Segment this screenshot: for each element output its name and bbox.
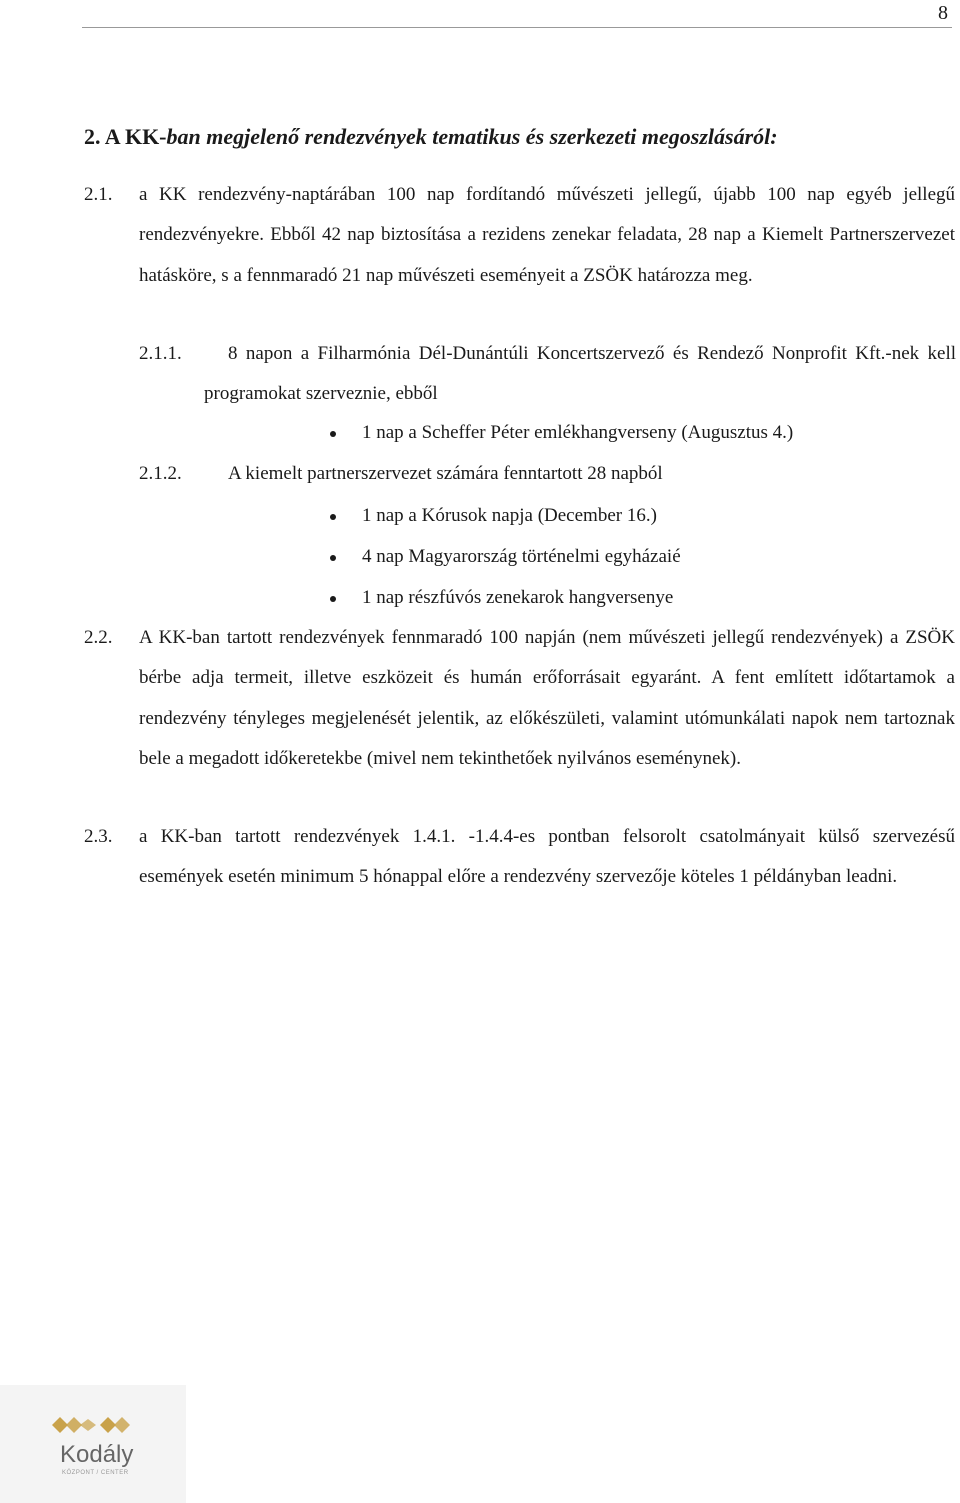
kodaly-logo-mark-icon — [52, 1414, 136, 1436]
list-item-text: 1 nap részfúvós zenekarok hangversenye — [362, 587, 674, 608]
list-item-text: 4 nap Magyarország történelmi egyházaié — [362, 546, 681, 567]
list-item-text: 1 nap a Kórusok napja (December 16.) — [362, 505, 657, 526]
section-2-3-text: a KK-ban tartott rendezvények 1.4.1. -1.4.4-es pontban felsorolt csatolmányait külső szervezésű események esetén minimum 5 hónappal előre a rendezvény szervezője köteles 1 példányban leadni. — [139, 826, 955, 888]
section-2-1-1-text: 8 napon a Filharmónia Dél-Dunántúli Koncertszervező és Rendező Nonprofit Kft.-nek kell programokat szerveznie, ebből — [204, 343, 956, 405]
section-2-1-2-text: A kiemelt partnerszervezet számára fenntartott 28 napból — [228, 463, 663, 484]
bullet-icon — [330, 596, 336, 602]
header-rule — [82, 27, 952, 28]
section-heading-title: ban megjelenő rendezvények tematikus és szerkezeti megoszlásáról: — [166, 124, 778, 149]
bullet-icon — [330, 514, 336, 520]
list-item-text: 1 nap a Scheffer Péter emlékhangverseny (Augusztus 4.) — [362, 422, 794, 443]
bullet-icon — [330, 555, 336, 561]
bullet-icon — [330, 431, 336, 437]
section-number-2-1: 2.1. — [84, 184, 113, 205]
section-number-2-3: 2.3. — [84, 826, 113, 847]
logo-subtext: KÖZPONT / CENTER — [62, 1470, 129, 1476]
section-2-2-text: A KK-ban tartott rendezvények fennmaradó 100 napján (nem művészeti jellegű rendezvények) a ZSÖK bérbe adja termeit, illetve eszközeit és humán erőforrásait egyaránt. A fent említett időtartamok a rendezvény tényleges megjelenését jelentik, az előkészületi, valamint utómunkálati napok nem tartoznak bele a megadott időkeretekbe (mivel nem tekinthetőek nyilvános eseménynek). — [139, 627, 955, 769]
section-number-2-1-2: 2.1.2. — [139, 463, 182, 484]
section-number-2-2: 2.2. — [84, 627, 113, 648]
logo-text: Kodály — [60, 1441, 134, 1468]
section-heading-prefix: 2. A KK- — [84, 124, 167, 149]
section-number-2-1-1: 2.1.1. — [139, 343, 182, 364]
section-2-1-text: a KK rendezvény-naptárában 100 nap fordítandó művészeti jellegű, újabb 100 nap egyéb jellegű rendezvényekre. Ebből 42 nap biztosítása a rezidens zenekar feladata, 28 nap a Kiemelt Partnerszervezet hatásköre, s a fennmaradó 21 nap művészeti eseményeit a ZSÖK határozza meg. — [139, 184, 955, 286]
section-heading — [84, 124, 778, 150]
page-number: 8 — [938, 2, 948, 24]
